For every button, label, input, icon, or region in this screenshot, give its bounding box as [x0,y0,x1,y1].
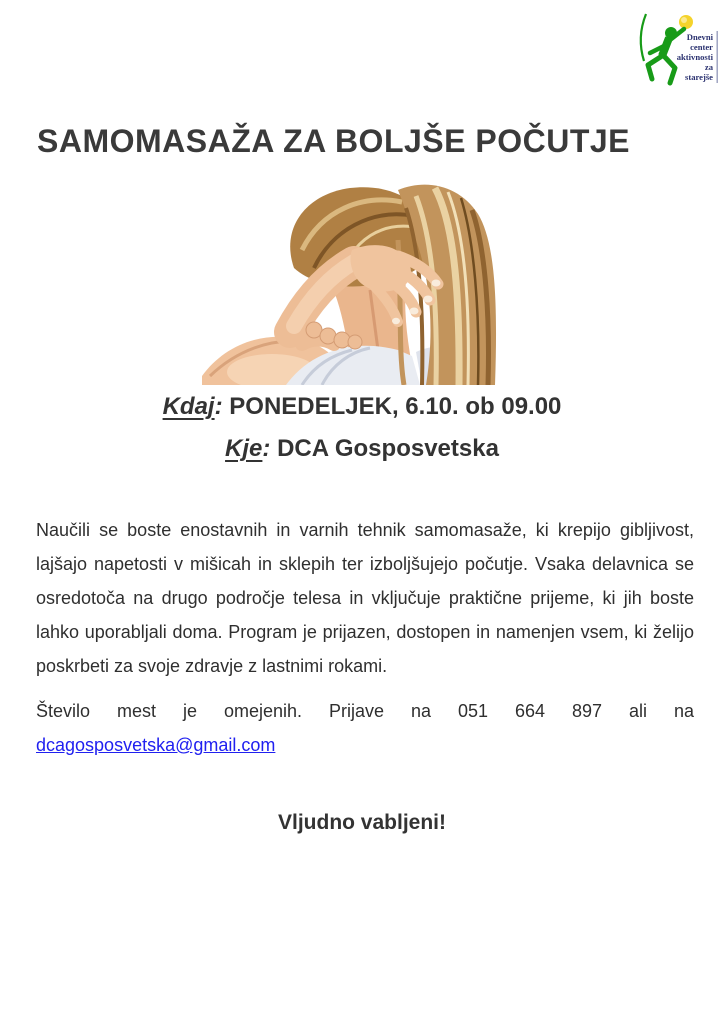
svg-text:aktivnosti: aktivnosti [676,52,713,62]
when-label: Kdaj [162,393,215,420]
dca-logo [625,9,721,89]
email-link[interactable]: dcagosposvetska@gmail.com [36,735,276,755]
intro-paragraph: Naučili se boste enostavnih in varnih tehnik samomasaže, ki krepijo gibljivost, lajšajo napetosti v mišicah in sklepih ter izboljšujejo počutje. Vsaka delavnica se osredotoča na drugo področje telesa in vključuje praktične prijeme, ki jih boste lahko uporabljali doma. Program je prijazen, dostopen in namenjen vsem, ki želijo poskrbeti za svoje zdravje z lastnimi rokami. [36,520,694,676]
logo-wordmark [677,31,718,83]
ribbon-stick-icon [641,14,646,61]
closing-line: Vljudno vabljeni! [277,811,446,834]
when-line [0,393,724,421]
svg-text:starejše: starejše [685,72,713,82]
svg-text:Dnevni: Dnevni [686,32,713,42]
dca-logo-graphic [625,9,721,89]
neck-massage-illustration [202,180,518,385]
signup-paragraph [36,694,694,762]
svg-text:za: za [704,62,713,72]
signup-text: Število mest je omejenih. Prijave na 051 664 897 ali na [36,701,694,721]
page-title: SAMOMASAŽA ZA BOLJŠE POČUTJE [37,123,630,159]
where-line [0,435,724,463]
neck-massage-photo [202,180,518,385]
svg-text:center: center [690,42,713,52]
when-value: PONEDELJEK, 6.10. ob 09.00 [229,393,562,420]
where-colon: : [262,435,271,462]
ball-icon [679,15,693,29]
when-colon: : [214,393,223,420]
where-value: DCA Gosposvetska [277,435,499,462]
logo-divider [717,31,718,83]
where-label: Kje [225,435,263,462]
